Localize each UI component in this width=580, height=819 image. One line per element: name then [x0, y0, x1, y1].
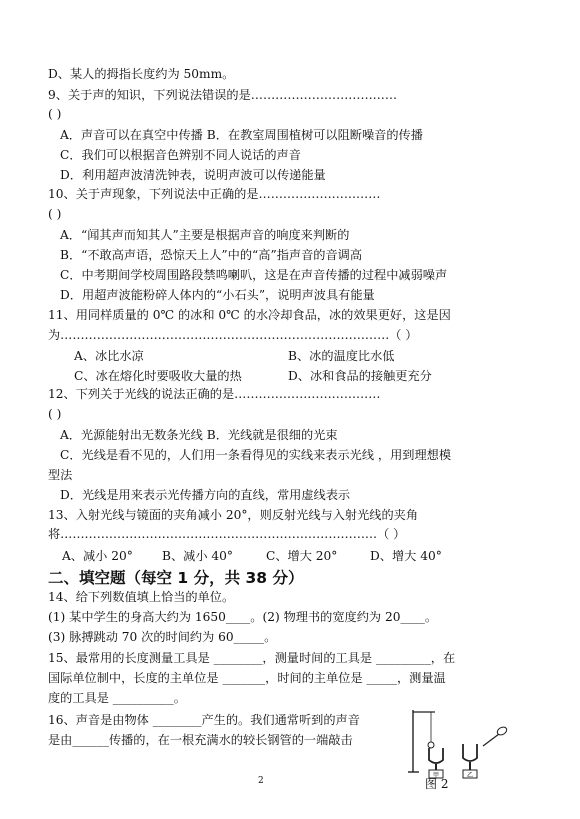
q8-option-d: D、某人的拇指长度约为 50mm。 — [48, 67, 235, 81]
q14-stem: 14、给下列数值填上恰当的单位。 — [48, 590, 235, 604]
q13-stem: 13、入射光线与镜面的夹角减小 20°，则反射光线与入射光线的夹角 — [48, 508, 419, 522]
q10-option-a: A．“闻其声而知其人”主要是根据声音的响度来判断的 — [60, 228, 350, 242]
q13-option-b: B、减小 40° — [162, 549, 233, 563]
q12-option-c: C．光线是看不见的，人们用一条看得见的实线来表示光线 ，用到理想模 — [60, 448, 452, 462]
tuning-fork-figure — [405, 704, 515, 794]
q12-option-ab: A．光源能射出无数条光线 B．光线就是很细的光束 — [60, 428, 338, 442]
q15-stem: 15、最常用的长度测量工具是 ________，测量时间的工具是 _________，在 — [48, 651, 456, 665]
q16-stem-cont: 是由______传播的，在一根充满水的较长钢管的一端敲击 — [48, 733, 353, 747]
q14-items-1-2: (1) 某中学生的身高大约为 1650____。(2) 物理书的宽度约为 20____。 — [48, 610, 438, 624]
q14-item-3: (3) 脉搏跳动 70 次的时间约为 60_____。 — [48, 630, 277, 644]
q10-stem: 10、关于声现象，下列说法中正确的是………………………… — [48, 187, 381, 201]
q11-option-c: C、冰在熔化时要吸收大量的热 — [74, 369, 242, 383]
fork-label-left: 甲 — [432, 772, 440, 779]
q9-option-ab: A．声音可以在真空中传播 B．在教室周围植树可以阻断噪音的传播 — [60, 128, 423, 142]
q12-paren: ( ) — [48, 407, 62, 421]
q11-option-a: A、冰比水凉 — [74, 349, 144, 363]
q10-option-d: D．用超声波能粉碎人体内的“小石头”，说明声波具有能量 — [60, 288, 375, 302]
q9-option-d: D．利用超声波清洗钟表，说明声波可以传递能量 — [60, 168, 326, 182]
q13-option-c: C、增大 20° — [266, 549, 338, 563]
q12-stem: 12、下列关于光线的说法正确的是……………………………… — [48, 387, 381, 401]
q11-stem-cont: 为………………………………………………………………………（ ） — [48, 328, 418, 342]
q16-stem: 16、声音是由物体 ________产生的。我们通常听到的声音 — [48, 713, 360, 727]
q9-option-c: C．我们可以根据音色辨别不同人说话的声音 — [60, 148, 301, 162]
page-number: 2 — [258, 776, 264, 786]
q15-stem-cont: 国际单位制中，长度的主单位是 _______，时间的主单位是 _____，测量温 — [48, 671, 446, 685]
q12-option-c-cont: 型法 — [48, 468, 73, 482]
q10-option-b: B．“不敢高声语，恐惊天上人”中的“高”指声音的音调高 — [60, 248, 363, 262]
q11-option-d: D、冰和食品的接触更充分 — [288, 369, 432, 383]
q10-option-c: C．中考期间学校周围路段禁鸣喇叭，这是在声音传播的过程中减弱噪声 — [60, 268, 448, 282]
q13-stem-cont: 将……………………………………………………………………（ ） — [48, 527, 406, 541]
q10-paren: ( ) — [48, 207, 62, 221]
fork-label-right: 乙 — [466, 772, 474, 779]
q15-stem-cont2: 度的工具是 __________。 — [48, 691, 186, 705]
q9-stem: 9、关于声的知识，下列说法错误的是……………………………… — [48, 88, 398, 102]
figure-caption: 图 2 — [425, 777, 449, 791]
section-heading: 二、填空题（每空 1 分，共 38 分） — [48, 569, 304, 587]
q11-option-b: B、冰的温度比水低 — [288, 349, 395, 363]
q13-option-a: A、减小 20° — [62, 549, 133, 563]
q11-stem: 11、用同样质量的 0℃ 的冰和 0℃ 的水冷却食品，冰的效果更好，这是因 — [48, 308, 451, 322]
q9-paren: ( ) — [48, 107, 62, 121]
q13-option-d: D、增大 40° — [370, 549, 442, 563]
q12-option-d: D．光线是用来表示光传播方向的直线，常用虚线表示 — [60, 488, 351, 502]
